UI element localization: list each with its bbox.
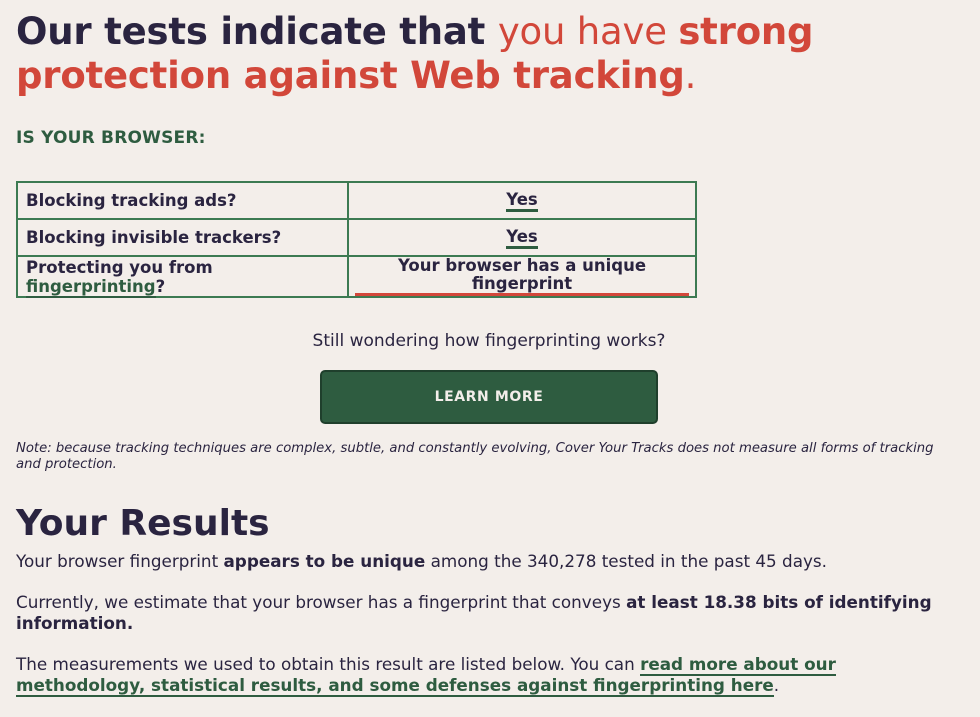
p1-text-a: Your browser fingerprint <box>16 551 224 571</box>
table-row <box>17 182 696 219</box>
methodology-link[interactable]: read more about our methodology, statistical results, and some defenses against fingerprinting here <box>16 654 836 695</box>
p3-text-c: . <box>773 675 780 695</box>
p1-text-c: among the 340,278 tested in the past 45 days. <box>425 551 827 571</box>
section-label: IS YOUR BROWSER: <box>16 128 206 148</box>
results-paragraph-3 <box>16 654 956 696</box>
headline-part2: you have <box>497 10 679 53</box>
answer-cell <box>348 182 696 219</box>
wonder-text: Still wondering how fingerprinting works? <box>312 331 666 351</box>
protection-table <box>16 181 697 298</box>
headline-part1: Our tests indicate that <box>16 10 498 53</box>
button-row <box>16 370 962 424</box>
answer-cell <box>348 256 696 297</box>
question-cell: Blocking tracking ads? <box>17 182 348 219</box>
p3-text-a: The measurements we used to obtain this result are listed below. You can <box>16 654 641 674</box>
note-text: Note: because tracking techniques are complex, subtle, and constantly evolving, Cover Your Tracks does not measure all forms of tracking and protection. <box>16 441 934 472</box>
p2-text-a: Currently, we estimate that your browser has a fingerprint that conveys <box>16 592 627 612</box>
fingerprinting-link[interactable]: fingerprinting <box>26 276 156 296</box>
question-prefix: Protecting you from <box>26 257 213 277</box>
table-row <box>17 256 696 297</box>
question-cell <box>17 256 348 297</box>
answer-cell <box>348 219 696 256</box>
p2-text-bold: at least 18.38 bits of identifying information. <box>16 592 932 633</box>
answer-yes: Yes <box>506 191 537 212</box>
headline-part3: strong protection against Web tracking <box>16 10 814 97</box>
learn-more-button[interactable]: LEARN MORE <box>320 370 658 424</box>
headline <box>16 10 964 98</box>
headline-period: . <box>684 54 697 97</box>
table-row <box>17 219 696 256</box>
p1-text-bold: appears to be unique <box>223 551 426 571</box>
answer-yes: Yes <box>506 228 537 249</box>
question-cell: Blocking invisible trackers? <box>17 219 348 256</box>
question-suffix: ? <box>155 276 166 296</box>
results-paragraph-1 <box>16 551 956 572</box>
results-title: Your Results <box>16 503 270 544</box>
answer-unique-fingerprint: Your browser has a unique fingerprint <box>355 257 689 296</box>
results-paragraph-2 <box>16 592 956 634</box>
